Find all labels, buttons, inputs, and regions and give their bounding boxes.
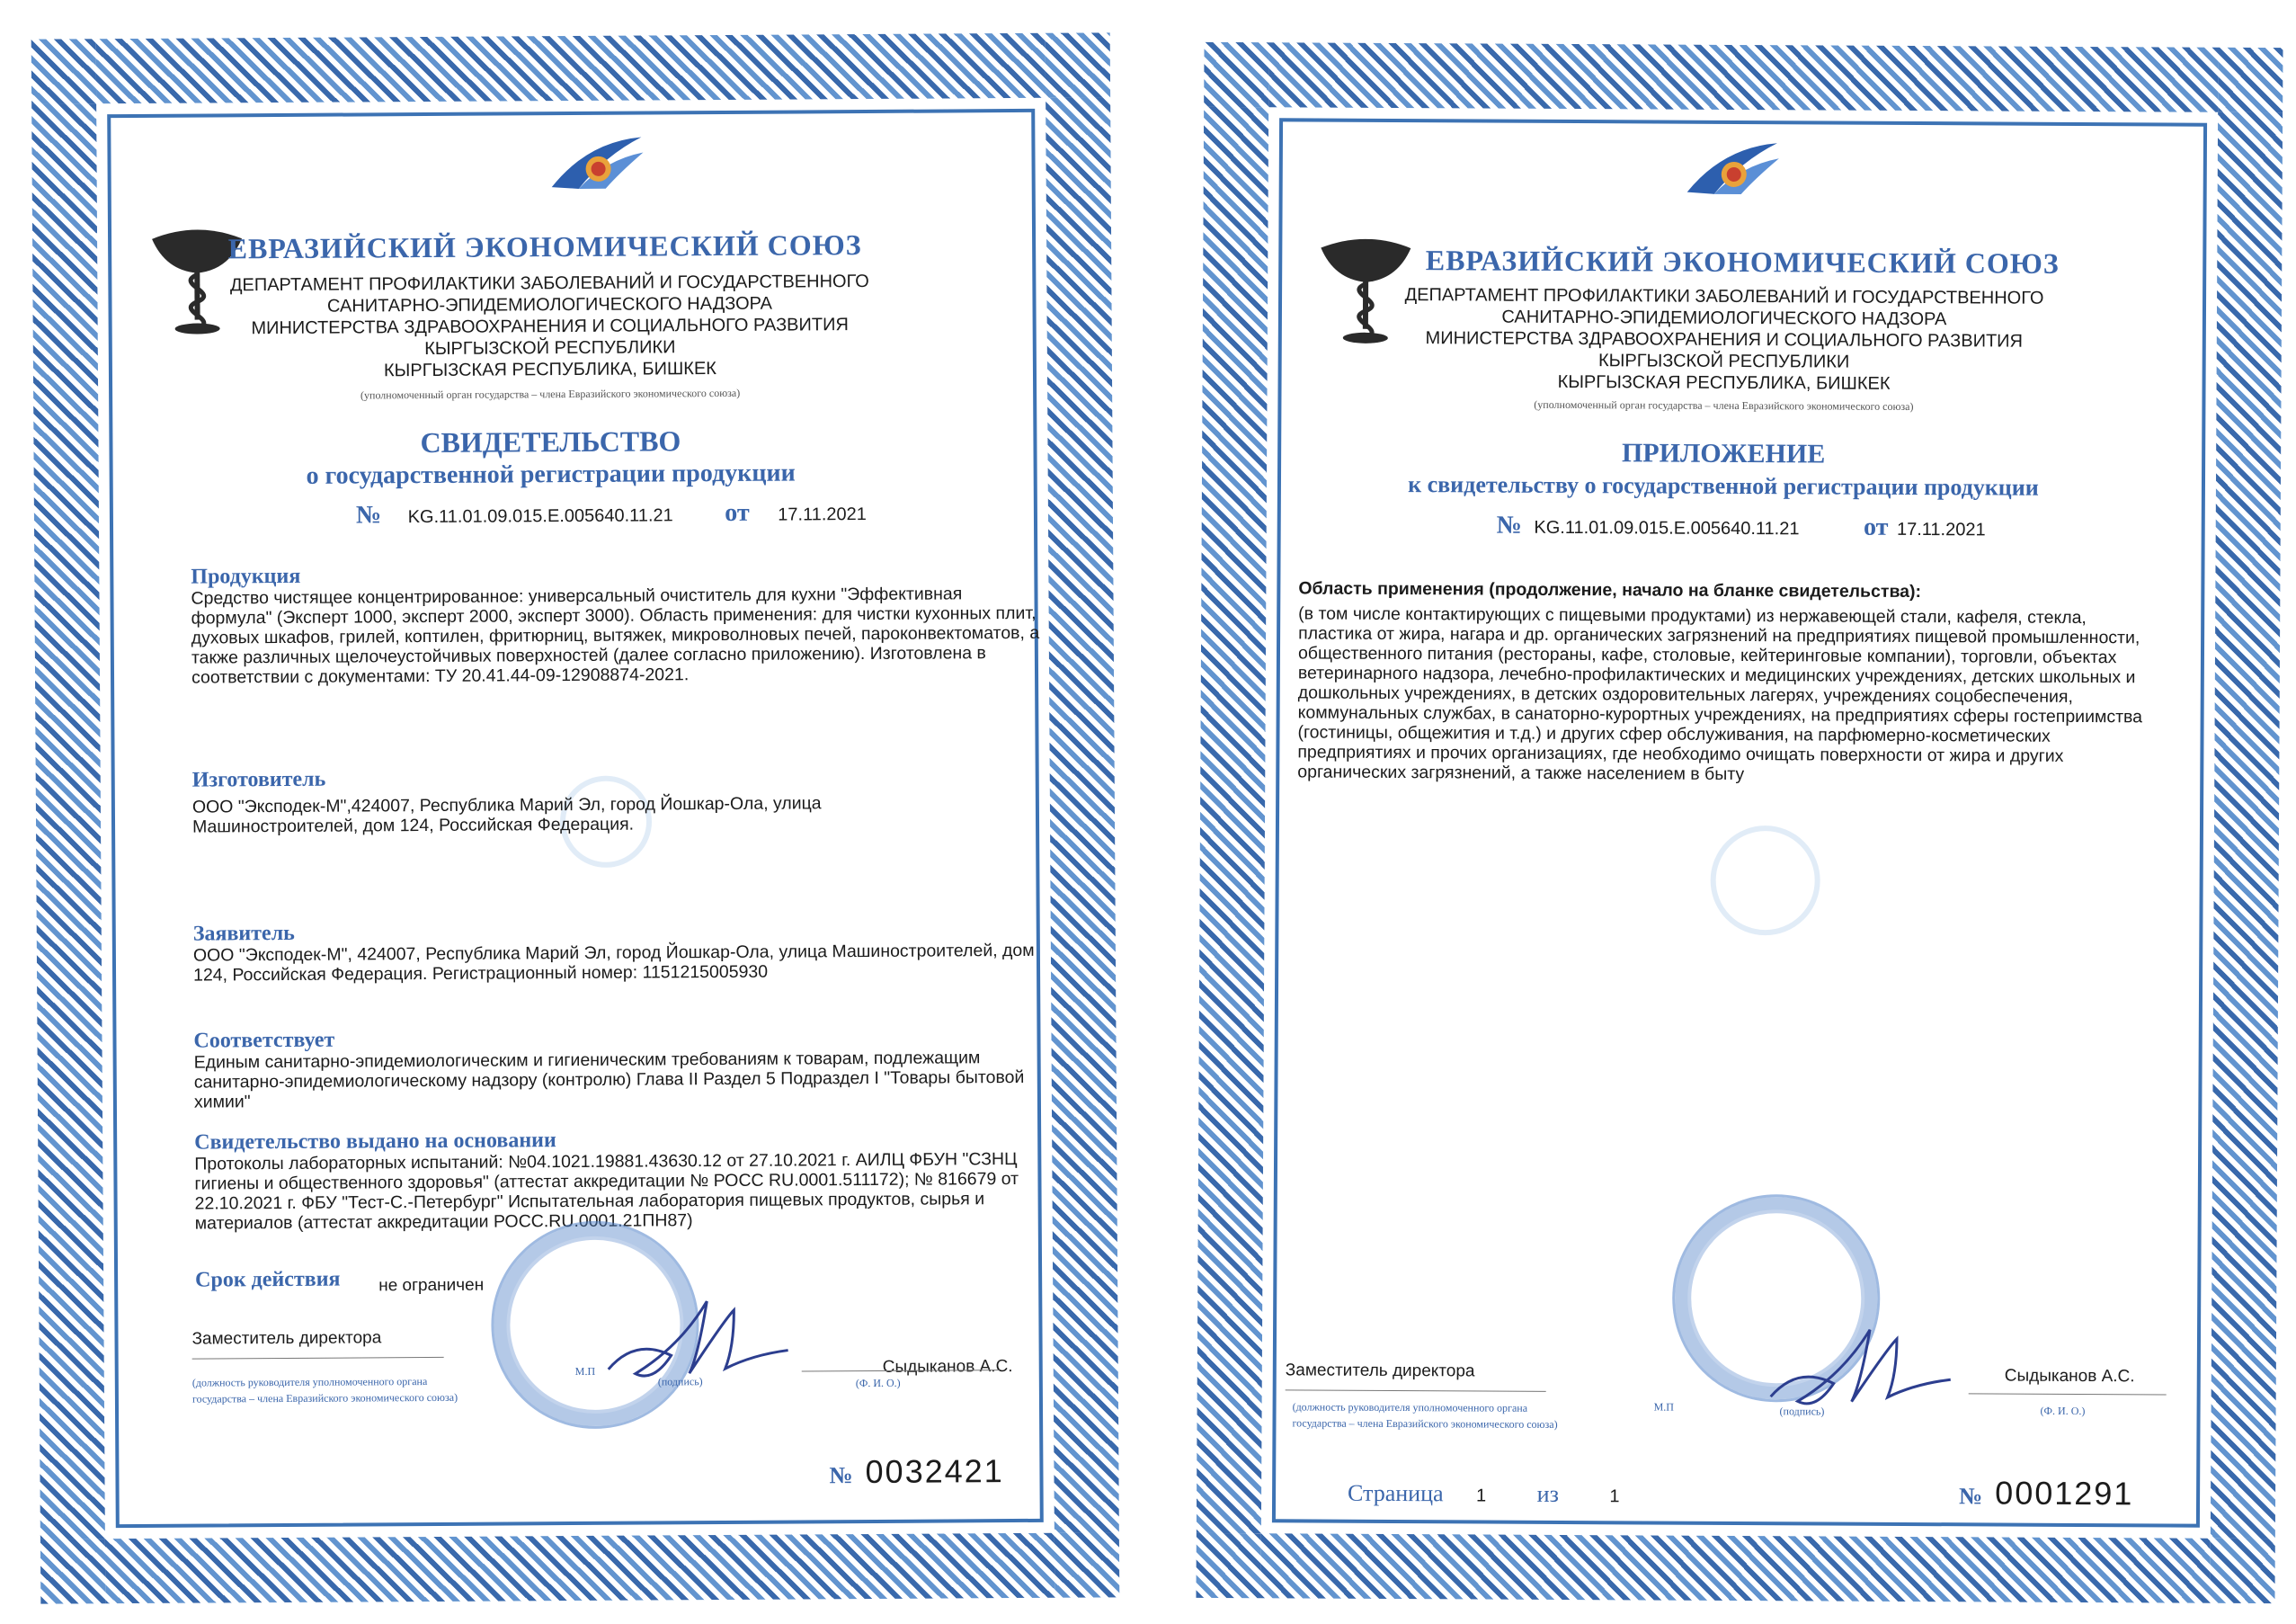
document-subtitle: к свидетельству о государственной регистрации продукции [1408, 471, 2039, 501]
serial-label: № [829, 1462, 855, 1489]
document-subtitle: о государственной регистрации продукции [306, 459, 796, 490]
number-label: № [1496, 511, 1522, 540]
dept-line: МИНИСТЕРСТВА ЗДРАВООХРАНЕНИЯ И СОЦИАЛЬНОГО РАЗВИТИЯ [251, 315, 849, 339]
maker-text: ООО "Экcподек-М",424007, Республика Марий Эл, город Йошкар-Ола, улица Машиностроителей, дом 124, Российская Федерация. [191, 793, 822, 837]
department-block [1246, 283, 2203, 397]
fio-note: (Ф. И. О.) [2040, 1404, 2086, 1418]
registration-number-line [1497, 512, 1986, 543]
position-line [192, 1357, 444, 1360]
registration-number-line [356, 498, 867, 530]
serial-number-block [829, 1452, 1004, 1491]
mp-label: М.П [574, 1364, 596, 1379]
of-label: из [1536, 1480, 1559, 1507]
certificate-sheet [31, 32, 1120, 1603]
signer-name: Сыдыканов А.С. [882, 1357, 1013, 1377]
dept-line: МИНИСТЕРСТВА ЗДРАВООХРАНЕНИЯ И СОЦИАЛЬНОГО РАЗВИТИЯ [1425, 328, 2024, 352]
serial-label: № [1959, 1483, 1985, 1510]
dept-line: КЫРГЫЗСКАЯ РЕСПУБЛИКА, БИШКЕК [1557, 371, 1891, 394]
validity-heading: Срок действия [195, 1267, 341, 1292]
dept-line: КЫРГЫЗСКОЙ РЕСПУБЛИКИ [1597, 351, 1850, 372]
mp-label: М.П [1653, 1400, 1674, 1414]
dept-line: КЫРГЫЗСКАЯ РЕСПУБЛИКА, БИШКЕК [383, 359, 716, 381]
appendix-sheet [1196, 42, 2283, 1603]
dept-line: КЫРГЫЗСКОЙ РЕСПУБЛИКИ [424, 337, 676, 360]
applicant-text: ООО "Экcподек-М", 424007, Республика Марий Эл, город Йошкар-Ола, улица Машиностроителей, дом 124, Российская Федерация. Регистрационный номер: 1151215005930 [192, 940, 1035, 986]
eaeu-logo-icon [542, 132, 650, 196]
certificate-inner-frame [107, 109, 1044, 1528]
serial-number: 0032421 [865, 1452, 1004, 1491]
scope-heading: Область применения (продолжение, начало на бланке свидетельства): [1298, 578, 1922, 602]
dept-line: ДЕПАРТАМЕНТ ПРОФИЛАКТИКИ ЗАБОЛЕВАНИЙ И ГОСУДАРСТВЕННОГО [1404, 285, 2044, 308]
position-note: (должность руководителя уполномоченного органа государства – члена Евразийского экономического союза) [1292, 1400, 1558, 1431]
sign-note: (подпись) [1779, 1405, 1825, 1418]
scope-text: (в том числе контактирующих с пищевыми продуктами) из нержавеющей стали, кафеля, стекла, пластика от жира, нагара и др. органических загрязнений на предприятиях пищевой промышленности, общественного питания (рестораны, кафе, столовые, кейтеринговые компании), торговли, объектах ветеринарного надзора, лечебно-профилактических и медицинских учреждениях, детских школьных и дошкольных учреждениях, в детских оздоровительных лагерях, учреждениях соцобеспечения, коммунальных службах, в санаторно-курортных учреждениях, на предприятиях сферы гостеприимства (гостиницы, общежития и т.д.) и других сфер обслуживания, на парфюмерно-косметических предприятиях и прочих организациях, где необходимо очищать поверхности от жира и других органических загрязнений, а также населением в быту [1297, 603, 2143, 785]
signer-name: Сыдыканов А.С. [2004, 1366, 2135, 1387]
number-label: № [355, 501, 382, 530]
complies-text: Единым санитарно-эпидемиологическим и гигиеническим требованиям к товарам, подлежащим санитарно-эпидемиологическому надзору (контролю) Глава II Раздел 5 Подраздел I "Товары бытовой химии" [193, 1048, 1025, 1112]
maker-heading: Изготовитель [191, 767, 326, 792]
page-total: 1 [1609, 1486, 1620, 1507]
position-line [1286, 1389, 1546, 1392]
union-title: ЕВРАЗИЙСКИЙ ЭКОНОМИЧЕСКИЙ СОЮЗ [227, 228, 862, 265]
date-label: от [725, 498, 750, 527]
dept-line: ДЕПАРТАМЕНТ ПРОФИЛАКТИКИ ЗАБОЛЕВАНИЙ И ГОСУДАРСТВЕННОГО [229, 271, 869, 296]
basis-heading: Свидетельство выдано на основании [194, 1129, 556, 1155]
dept-line: САНИТАРНО-ЭПИДЕМИОЛОГИЧЕСКОГО НАДЗОРА [1501, 307, 1947, 330]
authorized-note: (уполномоченный орган государства – члена Евразийского экономического союза) [1534, 397, 1914, 414]
dept-line: САНИТАРНО-ЭПИДЕМИОЛОГИЧЕСКОГО НАДЗОРА [326, 293, 773, 317]
watermark-emblem [1710, 825, 1820, 936]
basis-text: Протоколы лабораторных испытаний: №04.1021.19881.43630.12 от 27.10.2021 г. АИЛЦ ФБУН "СЗНЦ гигиены и общественного здоровья" (аттестат аккредитации № РОСС RU.0001.511172); № 816679 от 22.10.2021 г. ФБУ "Тест-С.-Петербург" Испытательная лаборатория пищевых продуктов, сырья и материалов (аттестат аккредитации РОСС.RU.0001.21ПН87) [194, 1149, 1019, 1234]
serial-number-block [1959, 1474, 2134, 1512]
document-title: СВИДЕТЕЛЬСТВО [420, 424, 681, 460]
page-indicator [1348, 1480, 1620, 1509]
registration-date: 17.11.2021 [1896, 519, 1986, 540]
registration-number: KG.11.01.09.015.E.005640.11.21 [1534, 517, 1800, 540]
date-label: от [1863, 513, 1889, 541]
appendix-inner-frame [1272, 118, 2207, 1527]
department-block [93, 270, 1006, 383]
authorized-note: (уполномоченный орган государства – члена Евразийского экономического союза) [360, 386, 741, 402]
sign-note: (подпись) [657, 1375, 703, 1388]
serial-number: 0001291 [1995, 1474, 2134, 1512]
document-title: ПРИЛОЖЕНИЕ [1621, 438, 1826, 469]
registration-date: 17.11.2021 [778, 504, 867, 525]
signer-position: Заместитель директора [1285, 1361, 1475, 1381]
page-label: Страница [1348, 1479, 1444, 1507]
name-line [1969, 1393, 2167, 1395]
union-title: ЕВРАЗИЙСКИЙ ЭКОНОМИЧЕСКИЙ СОЮЗ [1425, 244, 2060, 280]
applicant-heading: Заявитель [192, 921, 295, 946]
position-note: (должность руководителя уполномоченного органа государства – члена Евразийского экономического союза) [191, 1375, 458, 1405]
fio-note: (Ф. И. О.) [855, 1376, 901, 1390]
page-number: 1 [1476, 1486, 1487, 1506]
product-heading: Продукция [191, 564, 301, 589]
eaeu-logo-icon [1678, 138, 1786, 202]
signer-position: Заместитель директора [191, 1328, 382, 1349]
registration-number: KG.11.01.09.015.E.005640.11.21 [407, 505, 673, 528]
complies-heading: Соответствует [193, 1028, 335, 1053]
product-text: Средство чистящее концентрированное: универсальный очиститель для кухни "Эффективная формула" (Эксперт 1000, эксперт 2000, эксперт 3000). Область применения: для чистки кухонных плит, духовых шкафов, грилей, коптилен, фритюрниц, вытяжек, микроволновых печей, пароконвектоматов, а также различных щелочеустойчивых поверхностей (далее согласно приложению). Изготовлена в соответствии с документами: ТУ 20.41.44-09-12908874-2021. [191, 584, 1040, 688]
validity-value: не ограничен [378, 1275, 485, 1296]
